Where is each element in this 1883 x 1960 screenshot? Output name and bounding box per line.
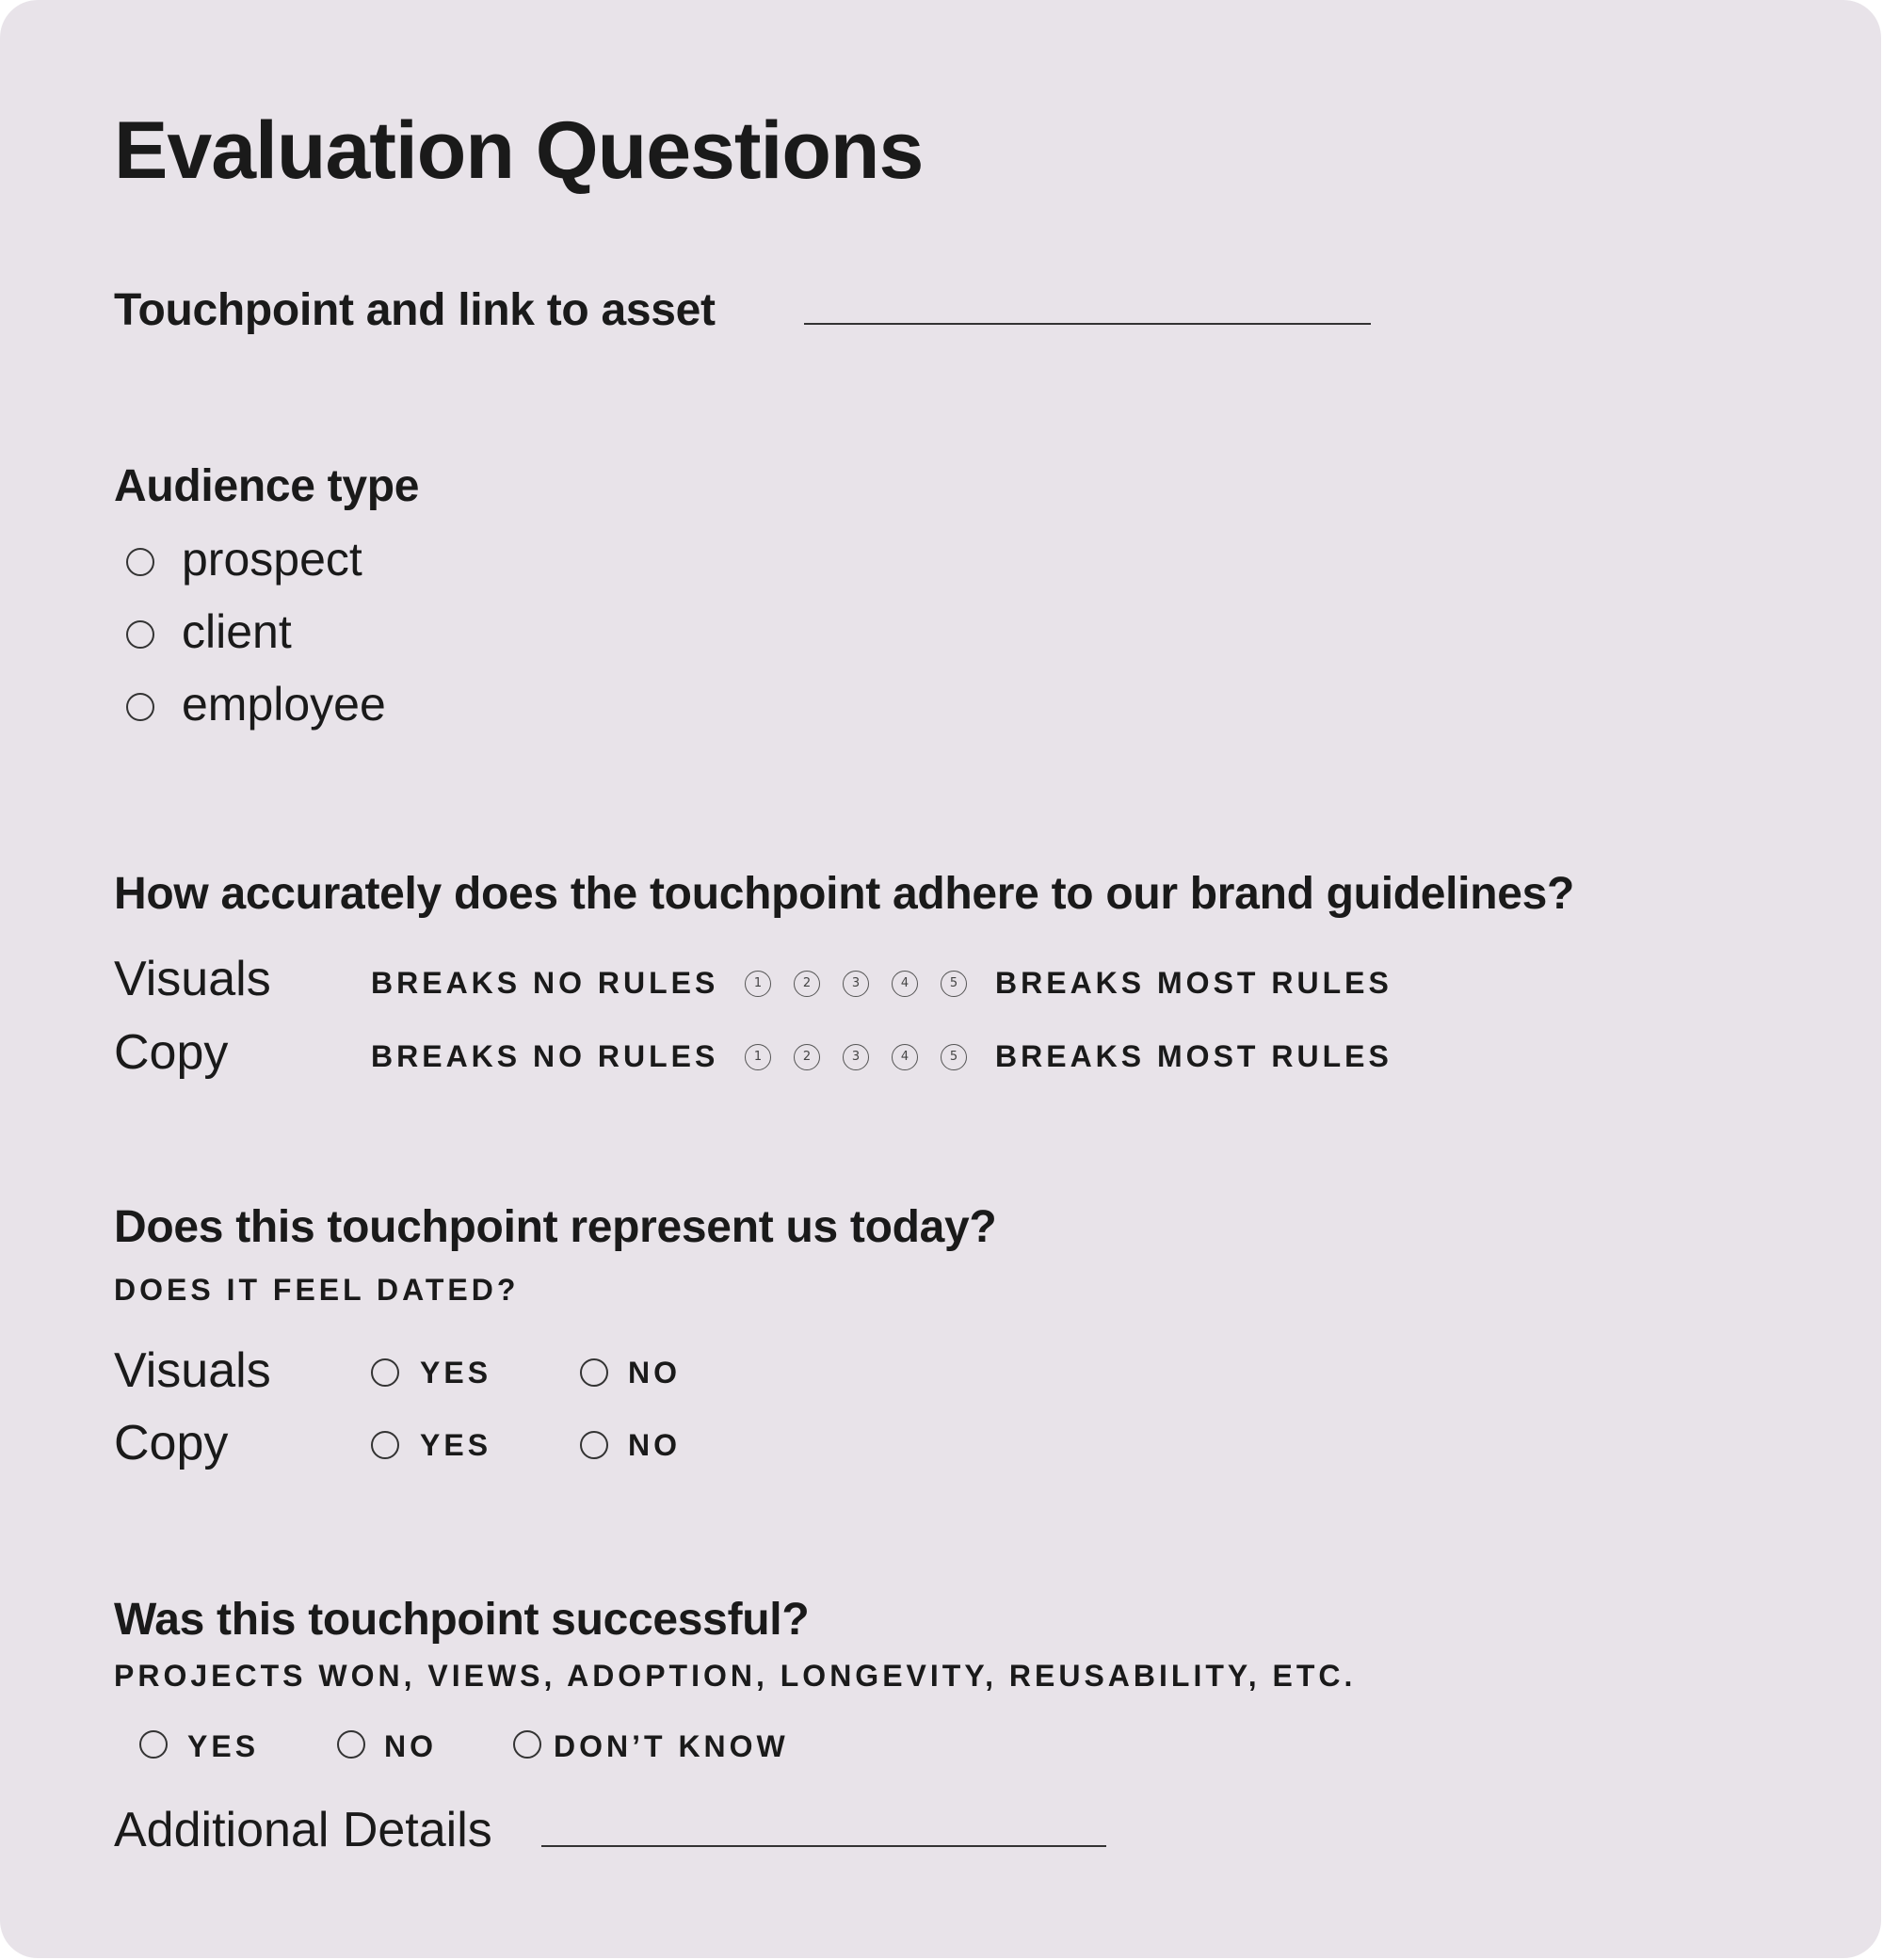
brand-visuals-label: Visuals xyxy=(114,952,271,1006)
success-question: Was this touchpoint successful? xyxy=(114,1595,810,1645)
represent-question: Does this touchpoint represent us today? xyxy=(114,1202,997,1252)
represent-visuals-no-label: NO xyxy=(628,1356,681,1390)
audience-type-label: Audience type xyxy=(114,461,420,511)
represent-copy-no-label: NO xyxy=(628,1428,681,1462)
success-subtitle: PROJECTS WON, VIEWS, ADOPTION, LONGEVITY, REUSABILITY, ETC. xyxy=(114,1659,1357,1693)
page-title: Evaluation Questions xyxy=(114,105,924,196)
touchpoint-label: Touchpoint and link to asset xyxy=(114,285,716,335)
brand-copy-scale-2[interactable]: 2 xyxy=(794,1044,820,1070)
additional-details-input[interactable] xyxy=(541,1845,1106,1847)
success-dont-know-radio[interactable] xyxy=(513,1730,541,1759)
brand-copy-label: Copy xyxy=(114,1025,229,1080)
represent-visuals-label: Visuals xyxy=(114,1343,271,1398)
audience-prospect-label: prospect xyxy=(182,533,362,586)
brand-copy-scale-5[interactable]: 5 xyxy=(941,1044,967,1070)
brand-copy-scale-1[interactable]: 1 xyxy=(745,1044,771,1070)
brand-visuals-scale-5[interactable]: 5 xyxy=(941,971,967,997)
audience-prospect-radio[interactable] xyxy=(126,548,154,576)
brand-visuals-high-label: BREAKS MOST RULES xyxy=(995,966,1392,1000)
brand-visuals-scale-1[interactable]: 1 xyxy=(745,971,771,997)
success-no-radio[interactable] xyxy=(337,1730,365,1759)
brand-copy-high-label: BREAKS MOST RULES xyxy=(995,1039,1392,1073)
audience-client-label: client xyxy=(182,605,292,658)
represent-copy-label: Copy xyxy=(114,1416,229,1470)
touchpoint-input[interactable] xyxy=(804,323,1371,325)
brand-visuals-low-label: BREAKS NO RULES xyxy=(371,966,719,1000)
brand-visuals-scale-3[interactable]: 3 xyxy=(843,971,869,997)
represent-subtitle: DOES IT FEEL DATED? xyxy=(114,1273,520,1307)
audience-client-radio[interactable] xyxy=(126,620,154,649)
represent-visuals-yes-radio[interactable] xyxy=(371,1358,399,1387)
represent-visuals-yes-label: YES xyxy=(420,1356,492,1390)
additional-details-label: Additional Details xyxy=(114,1803,492,1857)
brand-visuals-scale-2[interactable]: 2 xyxy=(794,971,820,997)
brand-visuals-scale-4[interactable]: 4 xyxy=(892,971,918,997)
brand-copy-low-label: BREAKS NO RULES xyxy=(371,1039,719,1073)
represent-copy-yes-radio[interactable] xyxy=(371,1431,399,1459)
brand-copy-scale-3[interactable]: 3 xyxy=(843,1044,869,1070)
brand-question: How accurately does the touchpoint adhere to our brand guidelines? xyxy=(114,869,1575,919)
success-no-label: NO xyxy=(384,1729,437,1763)
represent-copy-no-radio[interactable] xyxy=(580,1431,608,1459)
audience-employee-label: employee xyxy=(182,678,386,731)
audience-employee-radio[interactable] xyxy=(126,693,154,721)
represent-visuals-no-radio[interactable] xyxy=(580,1358,608,1387)
success-yes-radio[interactable] xyxy=(139,1730,168,1759)
brand-copy-scale-4[interactable]: 4 xyxy=(892,1044,918,1070)
represent-copy-yes-label: YES xyxy=(420,1428,492,1462)
success-yes-label: YES xyxy=(187,1729,260,1763)
success-dont-know-label: DON’T KNOW xyxy=(554,1729,789,1763)
